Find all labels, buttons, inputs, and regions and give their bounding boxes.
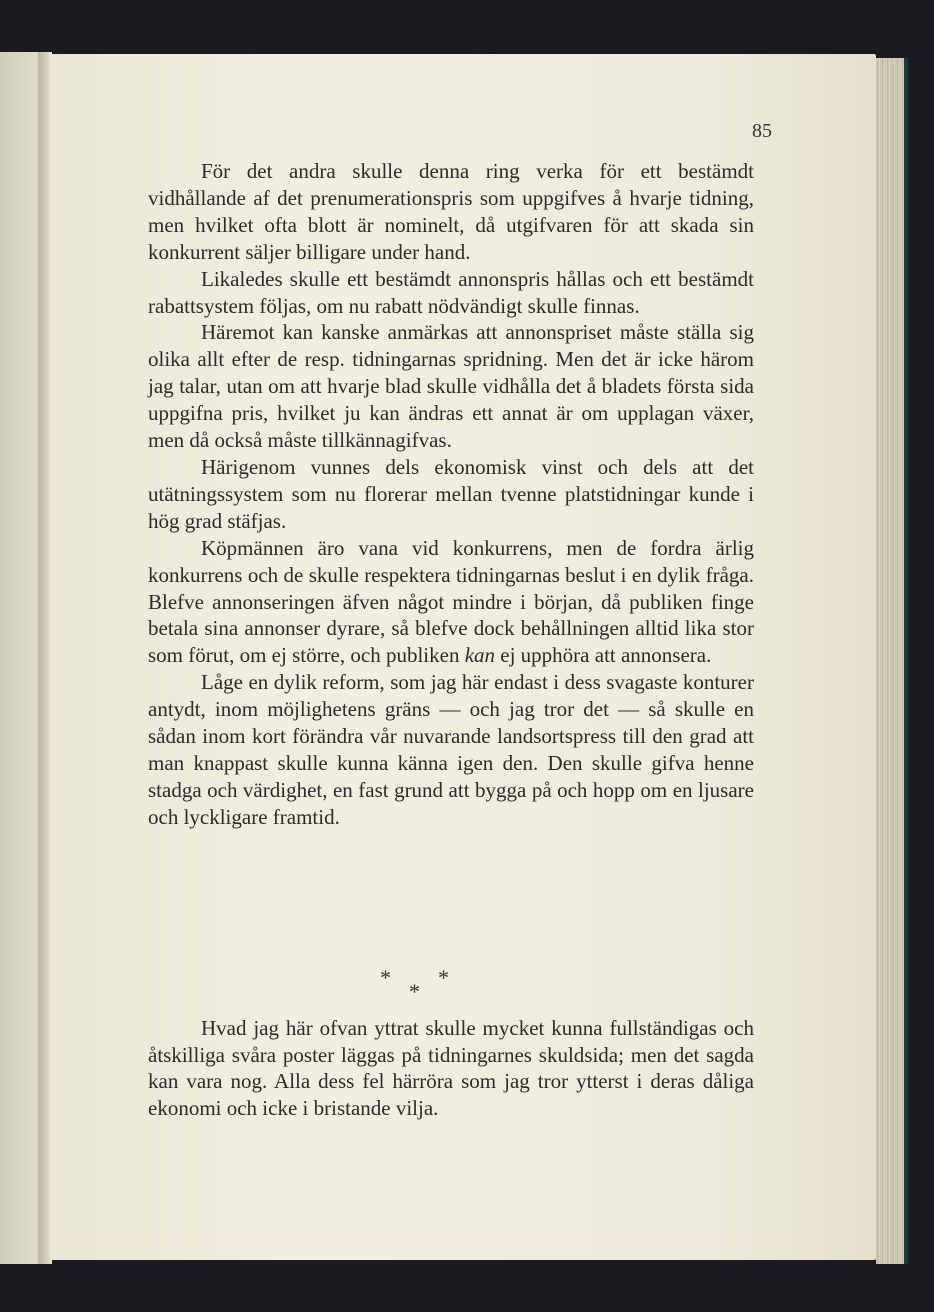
- paragraph: Hvad jag här ofvan yttrat skulle mycket kunna fullständigas och åtskilliga svåra poster läggas på tidningarnes skuldsida; men det sagda kan vara nog. Alla dess fel härröra som jag tror ytterst i deras dåliga ekonomi och icke i bristande vilja.: [148, 1016, 754, 1120]
- asterisk: *: [380, 965, 391, 990]
- paragraph: Häremot kan kanske anmärkas att annonspriset måste ställa sig olika allt efter de resp. tidningarnas spridning. Men det är icke härom jag talar, utan om att hvarje blad skulle vidhålla det å bladets första sida uppgifna pris, hvilket ju kan ändras ett annat är om upplagan växer, men då också måste tillkännagifvas.: [148, 320, 754, 453]
- paragraph: [148, 535, 754, 670]
- body-text-top: [148, 158, 754, 831]
- body-text-bottom: [148, 1015, 754, 1121]
- paragraph-text: ej upphöra att annonsera.: [500, 643, 712, 668]
- paragraph: Likaledes skulle ett bestämdt annonspris hållas och ett bestämdt rabattsystem följas, om nu rabatt nödvändigt skulle finnas.: [148, 266, 754, 318]
- paragraph: För det andra skulle denna ring verka för ett bestämdt vidhållande af det prenumerationspris som uppgifves å hvarje tidning, men hvilket ofta blott är nominelt, då utgifvaren för att skada sin konkurrent säljer billigare under hand.: [148, 159, 754, 264]
- page-stack-edge: [876, 58, 908, 1264]
- asterisk: *: [409, 979, 420, 1004]
- asterisk: *: [438, 965, 449, 990]
- page-number: 85: [752, 120, 772, 142]
- paragraph-text: Köpmännen äro vana vid konkurrens, men de fordra ärlig konkurrens och de skulle respektera tidningarnas beslut i en dylik fråga. Blefve annonseringen äfven något mindre i början, då publiken finge betala sina annonser dyrare, så blefve dock behållningen alltid lika stor som förut, om ej större, och publiken: [148, 535, 754, 668]
- paragraph: Härigenom vunnes dels ekonomisk vinst och dels att det utätningssystem som nu florerar mellan tvenne platstidningar kunde i hög grad stäfjas.: [148, 454, 754, 533]
- italic-word: kan: [464, 643, 496, 668]
- paragraph: Låge en dylik reform, som jag här endast i dess svagaste konturer antydt, inom möjlighetens gräns — och jag tror det — så skulle en sådan inom kort förändra vår nuvarande landsortspress till den grad att man knappast skulle kunna känna igen den. Den skulle gifva henne stadga och värdighet, en fast grund att bygga på och hopp om en ljusare och lyckligare framtid.: [148, 670, 754, 829]
- section-separator: [380, 965, 540, 1015]
